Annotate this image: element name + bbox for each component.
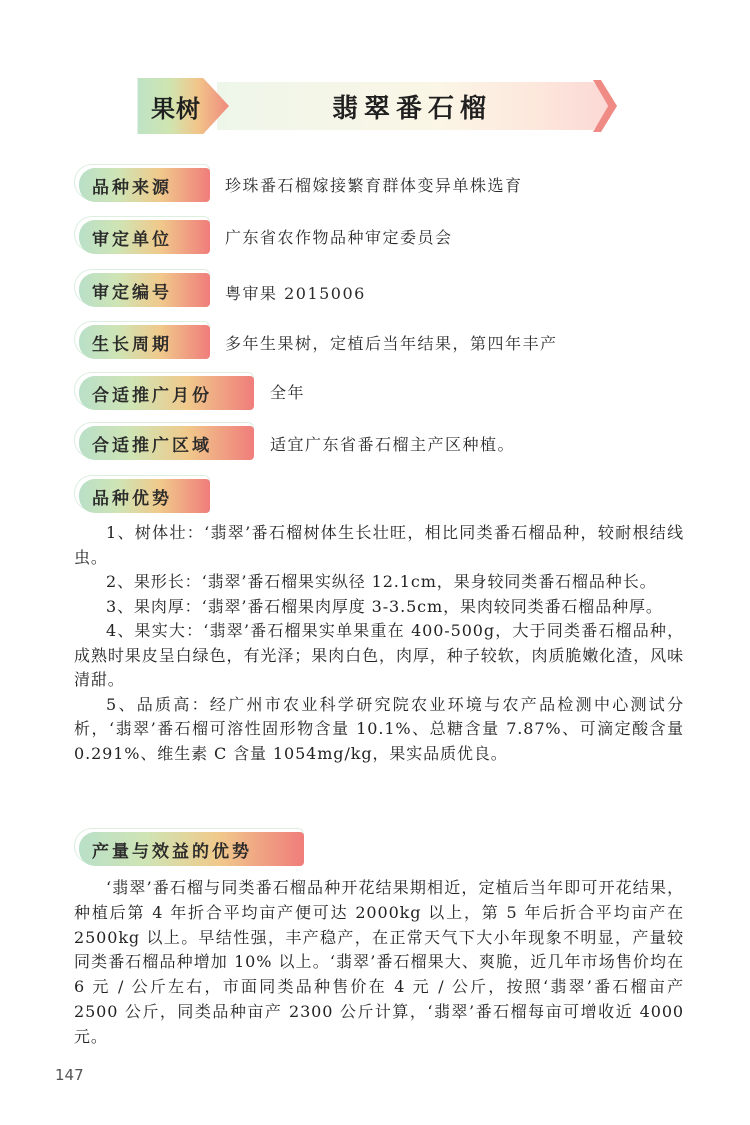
label-promotion-region: [74, 422, 254, 458]
yield-text: ‘翡翠’番石榴与同类番石榴品种开花结果期相近，定植后当年即可开花结果，种植后第 4 年折合平均亩产便可达 2000kg 以上，第 5 年后折合平均亩产在 2500kg 以上。早结性强，丰产稳产，在正常天气下大小年现象不明显，产量较同类番石榴品种增加 10% 以上。‘翡翠’番石榴果大、爽脆，近几年市场售价均在 6 元 / 公斤左右，市面同类品种售价在 4 元 / 公斤，按照‘翡翠’番石榴亩产 2500 公斤，同类品种亩产 2300 公斤计算，‘翡翠’番石榴每亩可增收近 4000 元。: [74, 878, 684, 1046]
label-approval-unit: [74, 216, 210, 252]
value-promotion-month: 全年: [270, 383, 306, 402]
label-text: 合适推广月份: [92, 386, 212, 406]
value-growth-cycle: 多年生果树，定植后当年结果，第四年丰产: [225, 334, 558, 353]
advantage-item: 1、树体壮：‘翡翠’番石榴树体生长壮旺，相比同类番石榴品种，较耐根结线虫。: [74, 523, 684, 567]
category-label: 果树: [151, 95, 201, 123]
value-approval-unit: 广东省农作物品种审定委员会: [225, 228, 453, 247]
advantage-item: 2、果形长：‘翡翠’番石榴果实纵径 12.1cm，果身较同类番石榴品种长。: [106, 572, 657, 591]
label-text: 品种来源: [92, 178, 172, 198]
value-promotion-region: 适宜广东省番石榴主产区种植。: [270, 435, 516, 454]
label-promotion-month: [74, 372, 254, 408]
heading-yield-benefit: [74, 828, 304, 864]
advantages-list: [74, 521, 684, 766]
label-approval-number: [74, 269, 210, 305]
advantage-item: 3、果肉厚：‘翡翠’番石榴果肉厚度 3-3.5cm，果肉较同类番石榴品种厚。: [106, 596, 663, 616]
page-title: 翡翠番石榴: [331, 94, 492, 124]
page-number: 147: [55, 1066, 84, 1084]
value-variety-source: 珍珠番石榴嫁接繁育群体变异单株选育: [225, 176, 523, 195]
value-approval-number: 粤审果 2015006: [225, 284, 366, 303]
label-text: 审定单位: [92, 230, 172, 250]
label-text: 审定编号: [92, 283, 172, 303]
label-text: 生长周期: [92, 335, 172, 355]
label-variety-source: [74, 164, 210, 200]
heading-variety-advantages: [74, 475, 210, 511]
heading-text: 产量与效益的优势: [92, 842, 252, 862]
label-growth-cycle: [74, 321, 210, 357]
advantage-item: 4、果实大：‘翡翠’番石榴果实单果重在 400-500g，大于同类番石榴品种，成熟时果皮呈白绿色，有光泽；果肉白色，肉厚，种子较软，肉质脆嫩化渣，风味清甜。: [74, 621, 684, 689]
advantage-item: 5、品质高：经广州市农业科学研究院农业环境与农产品检测中心测试分析，‘翡翠’番石榴可溶性固形物含量 10.1%、总糖含量 7.87%、可滴定酸含量 0.291%、维生素 C 含量 1054mg/kg，果实品质优良。: [74, 694, 684, 763]
heading-text: 品种优势: [92, 489, 172, 509]
yield-paragraph: [74, 876, 684, 1050]
label-text: 合适推广区域: [92, 436, 212, 456]
title-banner: [137, 78, 617, 134]
